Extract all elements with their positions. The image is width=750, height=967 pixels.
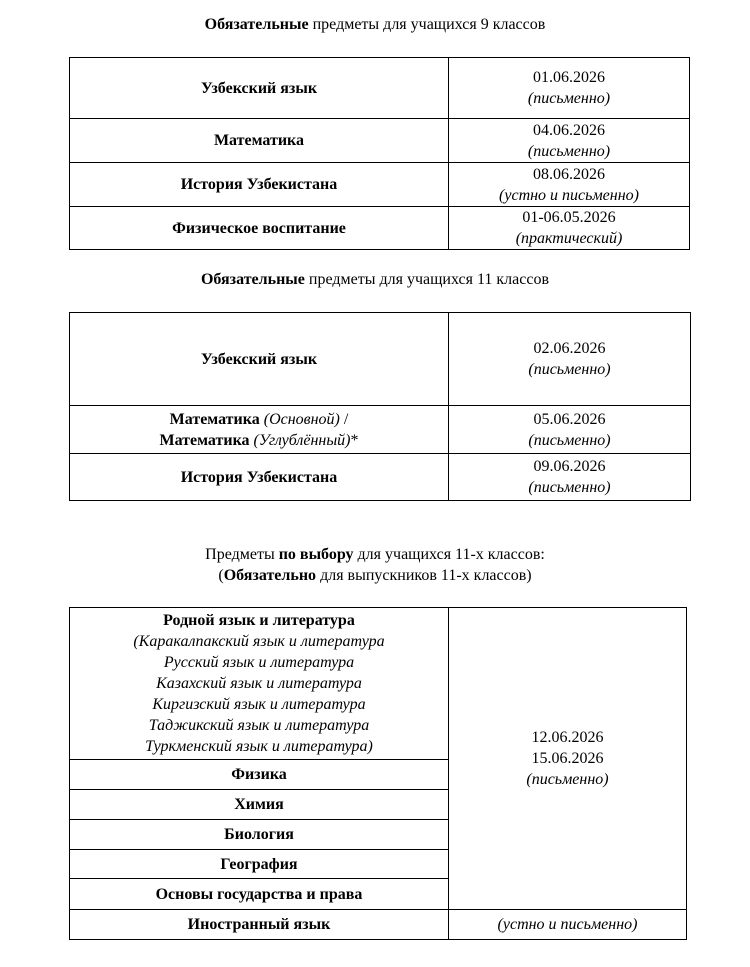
math-basic-label: Математика (169, 410, 260, 428)
exam-mode: (практический) (515, 230, 623, 247)
date-cell (449, 58, 690, 119)
exam-date: 08.06.2026 (533, 165, 605, 183)
exam-mode: (письменно) (527, 90, 611, 107)
exam-mode: (письменно) (528, 431, 611, 449)
exam-date: 01.06.2026 (533, 69, 605, 86)
table-row (70, 163, 690, 207)
language-item: Таджикский язык и литература (148, 717, 370, 734)
exam-mode: (письменно) (526, 771, 609, 788)
elective-note-bold: Обязательно (223, 567, 317, 584)
footnote-mark: * (350, 431, 359, 449)
date-cell (449, 313, 691, 406)
section-11-heading-rest: предметы для учащихся 11 классов (304, 271, 550, 288)
subject-cell: Биология (70, 820, 449, 850)
subject-cell (70, 406, 449, 454)
elective-heading-rest: для учащихся 11-х классов: (353, 546, 545, 563)
table-row (70, 910, 687, 940)
elective-heading-bold: по выбору (278, 546, 354, 563)
subject-cell: История Узбекистана (70, 163, 449, 207)
subject-cell: История Узбекистана (70, 454, 449, 501)
date-cell (449, 454, 691, 501)
table-row (70, 119, 690, 163)
table-row (70, 313, 691, 406)
subject-cell: Химия (70, 790, 449, 820)
elective-heading-pre: Предметы (205, 546, 279, 563)
elective-heading (0, 544, 750, 586)
table-row (70, 608, 687, 760)
elective-exam-table (69, 607, 687, 940)
section-9-heading (0, 14, 750, 35)
exam-date: 02.06.2026 (533, 340, 606, 357)
subject-cell: Узбекский язык (70, 313, 449, 406)
grade-11-exam-table (69, 312, 691, 501)
exam-date: 05.06.2026 (533, 410, 606, 428)
exam-date: 15.06.2026 (531, 750, 604, 767)
exam-date: 09.06.2026 (533, 458, 606, 475)
exam-mode: (письменно) (527, 142, 611, 160)
exam-date: 12.06.2026 (531, 729, 604, 746)
language-item: Киргизский язык и литература (152, 696, 366, 713)
section-11-heading (0, 269, 750, 290)
math-separator: / (339, 410, 349, 428)
subject-cell: Физическое воспитание (70, 207, 449, 250)
math-advanced-note: (Углублённый) (249, 431, 351, 449)
subject-cell: Иностранный язык (70, 910, 449, 940)
exam-date: 04.06.2026 (533, 121, 605, 139)
language-item: Казахский язык и литература (156, 675, 362, 692)
native-language-title: Родной язык и литература (163, 612, 355, 629)
table-row (70, 406, 691, 454)
subject-cell: Узбекский язык (70, 58, 449, 119)
exam-mode: (устно и письменно) (499, 186, 639, 204)
elective-note-rest: для выпускников 11-х классов) (316, 567, 532, 584)
table-row (70, 58, 690, 119)
section-9-heading-rest: предметы для учащихся 9 классов (308, 16, 546, 33)
exam-mode: (письменно) (528, 361, 611, 378)
subject-cell: Основы государства и права (70, 879, 449, 910)
subject-cell: Математика (70, 119, 449, 163)
subject-cell: География (70, 850, 449, 879)
section-9-heading-bold: Обязательные (204, 16, 309, 33)
exam-mode: (устно и письменно) (497, 916, 638, 933)
date-cell (449, 119, 690, 163)
section-11-heading-bold: Обязательные (200, 271, 305, 288)
subject-cell: Физика (70, 760, 449, 790)
elective-note-open: ( (218, 567, 224, 584)
date-cell (449, 406, 691, 454)
table-row (70, 454, 691, 501)
elective-date-cell (449, 608, 687, 910)
language-item: (Каракалпакский язык и литература (133, 633, 385, 650)
language-item: Русский язык и литература (163, 654, 355, 671)
exam-mode: (письменно) (528, 479, 611, 496)
native-language-cell (70, 608, 449, 760)
grade-9-exam-table (69, 57, 690, 250)
exam-date: 01-06.05.2026 (522, 209, 616, 226)
math-advanced-label: Математика (159, 431, 250, 449)
table-row (70, 207, 690, 250)
date-cell (449, 163, 690, 207)
language-item: Туркменский язык и литература) (145, 738, 373, 755)
date-cell (449, 910, 687, 940)
math-basic-note: (Основной) (259, 410, 340, 428)
date-cell (449, 207, 690, 250)
